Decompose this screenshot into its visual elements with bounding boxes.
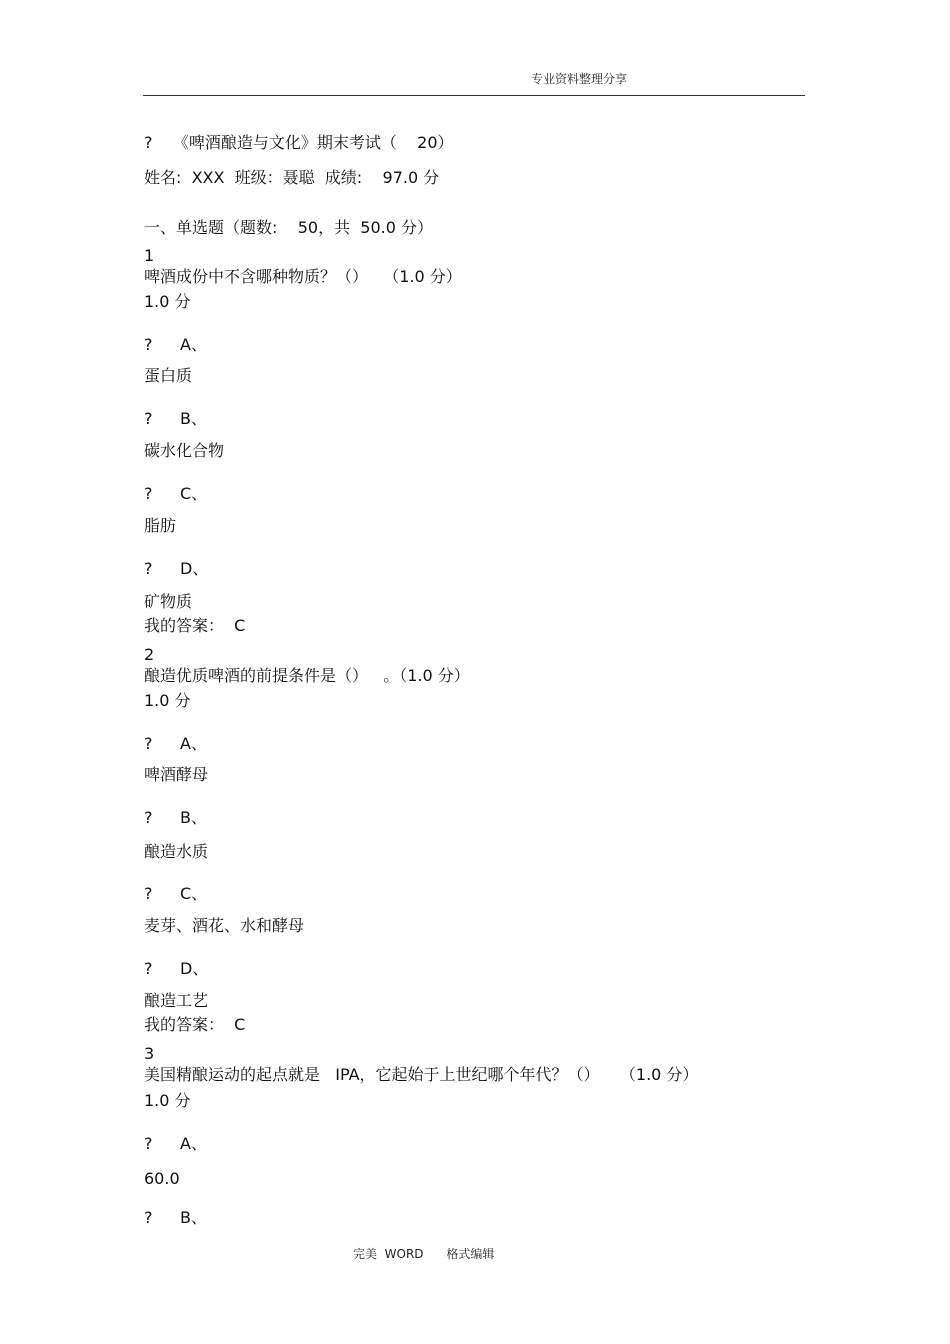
option-mark: ? bbox=[144, 884, 153, 903]
option-mark: ? bbox=[144, 559, 153, 578]
question-number: 1 bbox=[144, 246, 155, 265]
option-mark: ? bbox=[144, 335, 153, 354]
option-label: C、 bbox=[180, 884, 208, 903]
option-text: 脂肪 bbox=[144, 516, 177, 535]
option-b[interactable] bbox=[144, 1208, 207, 1228]
option-text: 啤酒酵母 bbox=[144, 765, 209, 784]
question-score: 1.0 分 bbox=[144, 691, 191, 710]
question-score: 1.0 分 bbox=[144, 292, 191, 311]
option-b[interactable] bbox=[144, 409, 207, 429]
question-text: 酿造优质啤酒的前提条件是（） 。（1.0 分） bbox=[144, 666, 470, 685]
option-d[interactable] bbox=[144, 559, 208, 579]
option-label: B、 bbox=[180, 808, 207, 827]
option-text: 酿造水质 bbox=[144, 842, 209, 861]
option-text: 酿造工艺 bbox=[144, 991, 209, 1010]
option-text: 碳水化合物 bbox=[144, 441, 225, 460]
option-mark: ? bbox=[144, 808, 153, 827]
option-a[interactable] bbox=[144, 335, 207, 355]
option-mark: ? bbox=[144, 1134, 153, 1153]
option-mark: ? bbox=[144, 409, 153, 428]
option-a[interactable] bbox=[144, 734, 207, 754]
question-number: 3 bbox=[144, 1044, 155, 1063]
my-answer: 我的答案： C bbox=[144, 1015, 246, 1034]
option-label: C、 bbox=[180, 484, 208, 503]
option-a[interactable] bbox=[144, 1134, 207, 1154]
page-footer: 完美 WORD 格式编辑 bbox=[353, 1247, 495, 1261]
option-mark: ? bbox=[144, 734, 153, 753]
option-label: B、 bbox=[180, 1208, 207, 1227]
option-text: 蛋白质 bbox=[144, 366, 193, 385]
option-label: A、 bbox=[180, 1134, 207, 1153]
option-text: 矿物质 bbox=[144, 592, 193, 611]
option-mark: ? bbox=[144, 484, 153, 503]
option-label: A、 bbox=[180, 734, 207, 753]
header-rule bbox=[143, 95, 805, 96]
student-info: 姓名: XXX 班级：聂聪 成绩: 97.0 分 bbox=[144, 168, 440, 187]
my-answer: 我的答案： C bbox=[144, 616, 246, 635]
option-label: D、 bbox=[180, 559, 209, 578]
option-text: 麦芽、酒花、水和酵母 bbox=[144, 916, 305, 935]
option-c[interactable] bbox=[144, 884, 207, 904]
question-text: 美国精酿运动的起点就是 IPA，它起始于上世纪哪个年代？（） （1.0 分） bbox=[144, 1065, 699, 1084]
option-label: D、 bbox=[180, 959, 209, 978]
option-c[interactable] bbox=[144, 484, 207, 504]
question-text: 啤酒成份中不含哪种物质？（） （1.0 分） bbox=[144, 267, 462, 286]
option-d[interactable] bbox=[144, 959, 208, 979]
option-label: A、 bbox=[180, 335, 207, 354]
question-score: 1.0 分 bbox=[144, 1091, 191, 1110]
option-label: B、 bbox=[180, 409, 207, 428]
option-b[interactable] bbox=[144, 808, 207, 828]
option-mark: ? bbox=[144, 1208, 153, 1227]
section-title: 一、单选题（题数: 50，共 50.0 分） bbox=[144, 218, 433, 237]
question-number: 2 bbox=[144, 645, 155, 664]
option-mark: ? bbox=[144, 959, 153, 978]
option-text: 60.0 bbox=[144, 1169, 180, 1188]
header-text: 专业资料整理分享 bbox=[531, 72, 628, 86]
exam-title: ? 《啤酒酿造与文化》期末考试（ 20） bbox=[144, 133, 454, 152]
